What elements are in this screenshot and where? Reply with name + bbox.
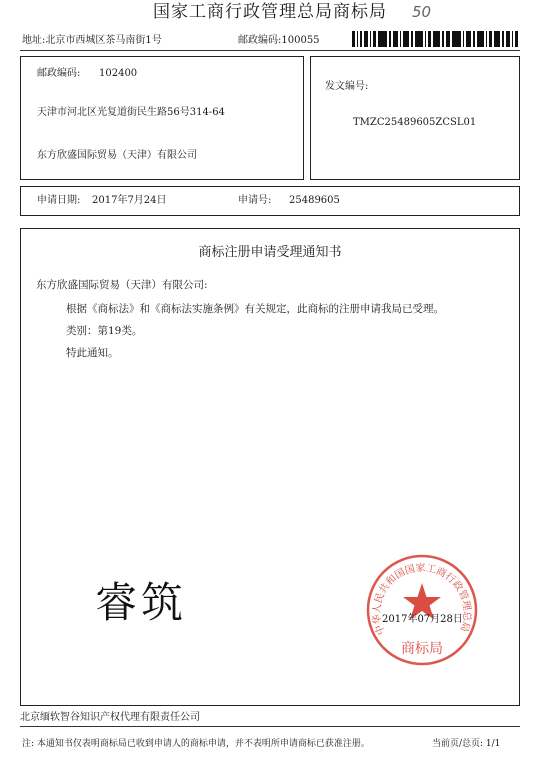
- application-date-label: 申请日期:: [37, 195, 81, 206]
- agency-title: 国家工商行政管理总局商标局: [153, 2, 387, 22]
- recipient-address: 天津市河北区光复道街民生路56号314-64: [37, 107, 225, 118]
- recipient-company: 东方欣盛国际贸易（天津）有限公司: [37, 150, 197, 161]
- notice-closing: 特此通知。: [66, 347, 119, 359]
- notice-addressee: 东方欣盛国际贸易（天津）有限公司:: [36, 279, 208, 291]
- notice-body: 根据《商标法》和《商标法实施条例》有关规定，此商标的注册申请我局已受理。: [66, 303, 444, 315]
- agency-postcode: 邮政编码:100055: [238, 35, 320, 46]
- document-number: TMZC25489605ZCSL01: [353, 117, 477, 128]
- signature: 睿筑: [95, 578, 188, 627]
- seal-ring-text: 中华人民共和国国家工商行政管理总局: [371, 562, 473, 637]
- notice-class: 类别：第19类。: [66, 325, 143, 337]
- application-date: 2017年7月24日: [92, 195, 167, 206]
- page-indicator: 当前页/总页: 1/1: [432, 739, 501, 749]
- header-rule: [20, 50, 520, 51]
- application-number-label: 申请号:: [238, 195, 272, 206]
- footer-rule: [20, 726, 520, 727]
- handwritten-note: 50: [412, 3, 432, 21]
- seal-date: 2017年07月28日: [382, 614, 463, 625]
- seal-center-text: 商标局: [401, 641, 443, 657]
- application-number: 25489605: [289, 195, 340, 206]
- agent-name: 北京缅软智谷知识产权代理有限责任公司: [20, 712, 200, 723]
- recipient-postcode-label: 邮政编码:: [37, 68, 81, 79]
- barcode: [352, 28, 520, 50]
- notice-title: 商标注册申请受理通知书: [198, 245, 342, 260]
- footer-note: 注: 本通知书仅表明商标局已收到申请人的商标申请，并不表明所申请商标已获准注册。: [22, 739, 370, 749]
- recipient-postcode: 102400: [99, 68, 138, 79]
- agency-address: 地址:北京市西城区茶马南街1号: [22, 35, 162, 46]
- document-number-label: 发文编号:: [325, 81, 369, 92]
